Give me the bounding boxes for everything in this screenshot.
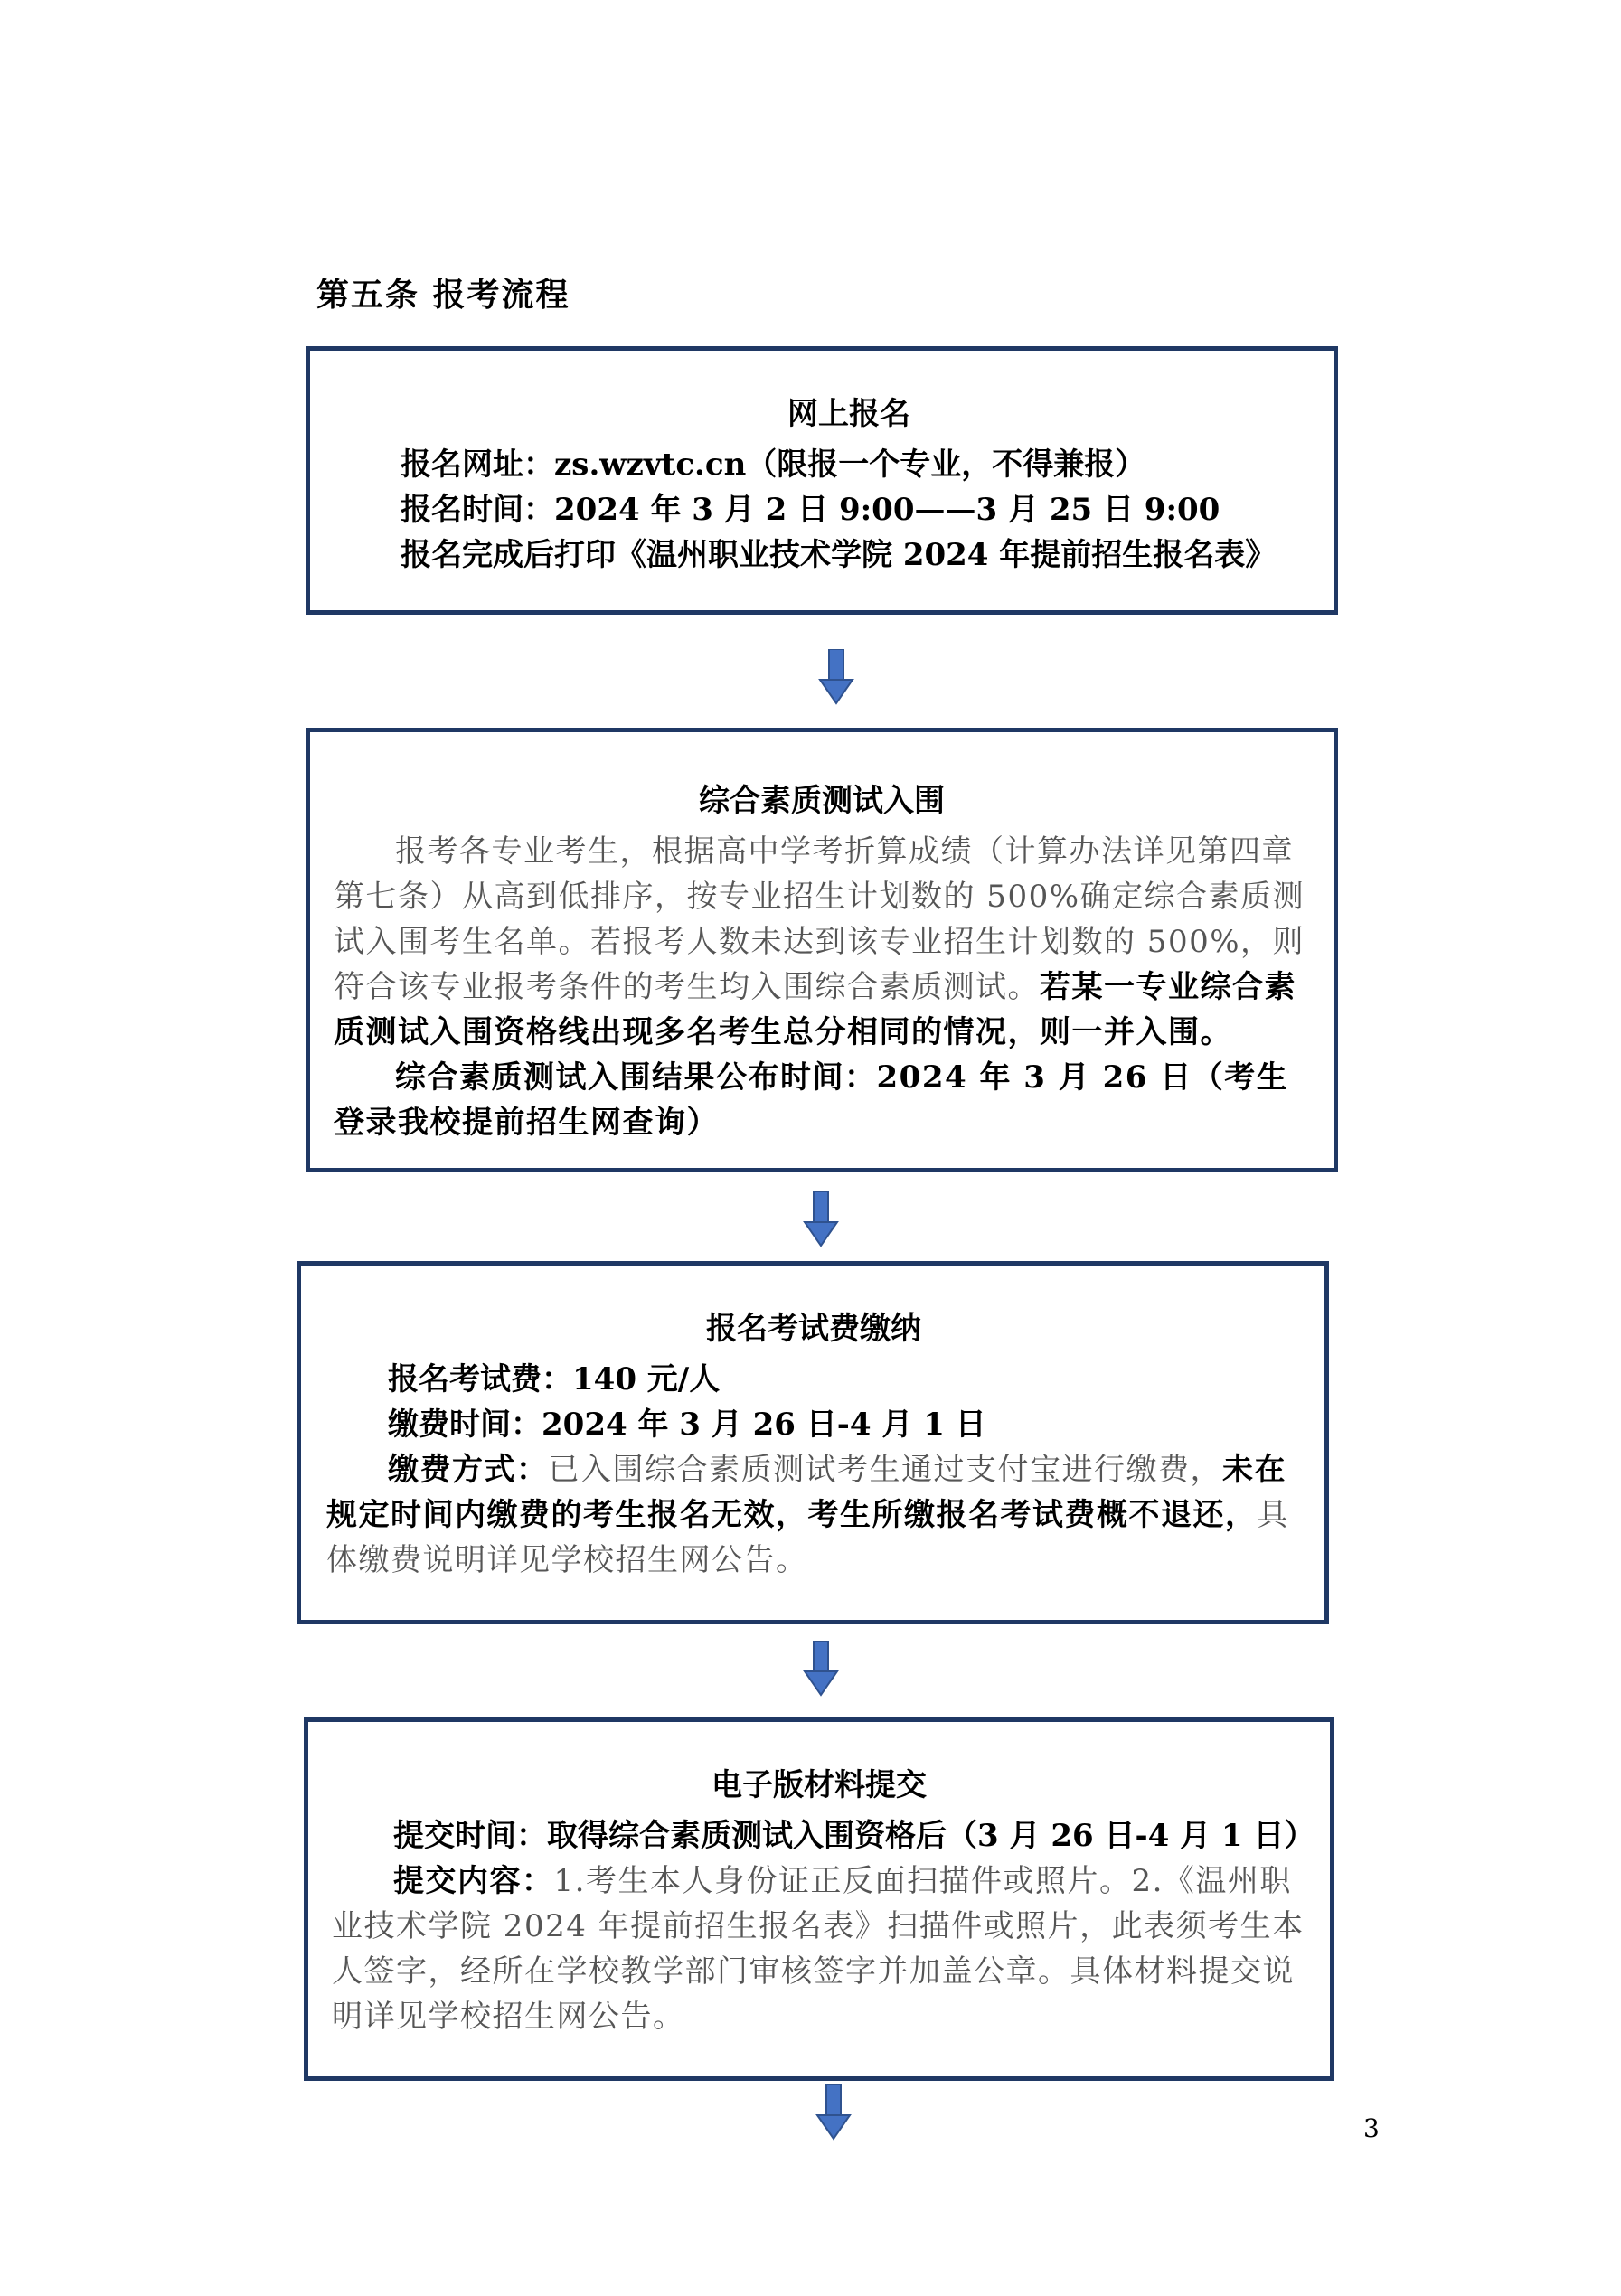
registration-url: 报名网址：zs.wzvtc.cn（限报一个专业，不得兼报） [401, 447, 1146, 483]
payment-time: 缴费时间：2024 年 3 月 26 日-4 月 1 日 [388, 1407, 986, 1443]
down-arrow-icon [803, 1191, 839, 1247]
submission-time: 提交时间：取得综合素质测试入围资格后（3 月 26 日-4 月 1 日） [393, 1818, 1315, 1854]
shortlist-result-time: 综合素质测试入围结果公布时间：2024 年 3 月 26 日（考生登录我校提前招生网查询） [334, 1059, 1289, 1141]
step-box-online-registration [306, 346, 1338, 615]
registration-time: 报名时间：2024 年 3 月 2 日 9:00——3 月 25 日 9:00 [401, 492, 1220, 528]
payment-method: 缴费方式：已入围综合素质测试考生通过支付宝进行缴费，未在规定时间内缴费的考生报名无效，考生所缴报名考试费概不退还，具体缴费说明详见学校招生网公告。 [326, 1452, 1289, 1578]
section-title: 第五条 报考流程 [316, 276, 570, 314]
submission-content: 提交内容：1.考生本人身份证正反面扫描件或照片。2.《温州职业技术学院 2024 年提前招生报名表》扫描件或照片，此表须考生本人签字，经所在学校教学部门审核签字并加盖公章。具体材料提交说明详见学校招生网公告。 [332, 1863, 1305, 2035]
step-box-quality-test-shortlist [306, 728, 1338, 1172]
shortlist-rules: 报考各专业考生，根据高中学考折算成绩（计算办法详见第四章第七条）从高到低排序，按专业招生计划数的 500%确定综合素质测试入围考生名单。若报考人数未达到该专业招生计划数的 500%，则符合该专业报考条件的考生均入围综合素质测试。若某一专业综合素质测试入围资格线出现多名考生总分相同的情况，则一并入围。 [334, 833, 1305, 1050]
down-arrow-icon [818, 649, 854, 705]
print-form-note: 报名完成后打印《温州职业技术学院 2024 年提前招生报名表》 [401, 537, 1277, 573]
down-arrow-icon [803, 1641, 839, 1697]
step-title: 网上报名 [787, 396, 910, 432]
step-box-material-submission [304, 1717, 1334, 2081]
down-arrow-icon [815, 2084, 852, 2141]
step-title: 电子版材料提交 [712, 1767, 927, 1803]
page-number: 3 [1363, 2113, 1380, 2143]
step-title: 报名考试费缴纳 [706, 1311, 921, 1347]
step-box-fee-payment [297, 1261, 1329, 1624]
fee-amount: 报名考试费：140 元/人 [388, 1361, 721, 1397]
step-title: 综合素质测试入围 [699, 783, 945, 819]
